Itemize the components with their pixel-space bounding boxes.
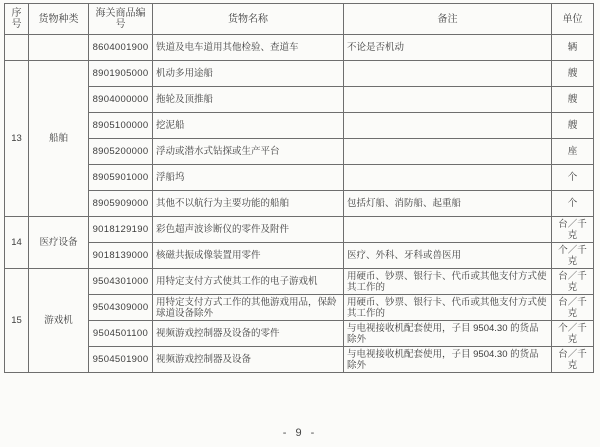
remark-cell: 医疗、外科、牙科或兽医用 [344,243,552,269]
category-cell: 医疗设备 [29,217,89,269]
unit-cell: 台／千克 [552,295,594,321]
name-cell: 视频游戏控制器及设备的零件 [153,321,344,347]
category-cell: 游戏机 [29,269,89,373]
table-row [5,87,594,113]
remark-cell [344,217,552,243]
code-cell: 8901905000 [89,61,153,87]
table-row [5,113,594,139]
remark-cell [344,165,552,191]
name-cell: 核磁共振成像装置用零件 [153,243,344,269]
code-cell: 8905100000 [89,113,153,139]
table-row [5,165,594,191]
table-row [5,191,594,217]
table-row [5,139,594,165]
header-goods-name: 货物名称 [153,4,344,35]
remark-cell: 不论是否机动 [344,35,552,61]
code-cell: 8604001900 [89,35,153,61]
unit-cell: 座 [552,139,594,165]
code-cell: 9018139000 [89,243,153,269]
serial-cell [5,35,29,61]
table-row [5,61,594,87]
table-row [5,243,594,269]
table-header-row [5,4,594,35]
remark-cell: 用硬币、钞票、银行卡、代币或其他支付方式使其工作的 [344,269,552,295]
name-cell: 浮动或潜水式钻探或生产平台 [153,139,344,165]
remark-cell [344,139,552,165]
remark-cell [344,87,552,113]
code-cell: 9504501100 [89,321,153,347]
remark-cell: 与电视接收机配套使用，子目 9504.30 的货品除外 [344,321,552,347]
code-cell: 8905909000 [89,191,153,217]
remark-cell: 与电视接收机配套使用，子目 9504.30 的货品除外 [344,347,552,373]
code-cell: 9504501900 [89,347,153,373]
category-cell [29,35,89,61]
name-cell: 其他不以航行为主要功能的船舶 [153,191,344,217]
name-cell: 浮船坞 [153,165,344,191]
name-cell: 用特定支付方式使其工作的电子游戏机 [153,269,344,295]
remark-cell: 用硬币、钞票、银行卡、代币或其他支付方式使其工作的 [344,295,552,321]
unit-cell: 个 [552,191,594,217]
name-cell: 用特定支付方式工作的其他游戏用品，保龄球道设备除外 [153,295,344,321]
remark-cell [344,61,552,87]
unit-cell: 个／千克 [552,321,594,347]
unit-cell: 艘 [552,61,594,87]
table-row [5,35,594,61]
remark-cell: 包括灯船、消防船、起重船 [344,191,552,217]
code-cell: 8905200000 [89,139,153,165]
goods-table [4,3,594,373]
code-cell: 8905901000 [89,165,153,191]
unit-cell: 艘 [552,113,594,139]
remark-cell [344,113,552,139]
header-category: 货物种类 [29,4,89,35]
header-remark: 备注 [344,4,552,35]
table-row [5,347,594,373]
name-cell: 彩色超声波诊断仪的零件及附件 [153,217,344,243]
table-row [5,217,594,243]
name-cell: 挖泥船 [153,113,344,139]
unit-cell: 台／千克 [552,217,594,243]
code-cell: 9504301000 [89,269,153,295]
unit-cell: 个／千克 [552,243,594,269]
category-cell: 船舶 [29,61,89,217]
header-hs-code: 海关商品编号 [89,4,153,35]
name-cell: 铁道及电车道用其他检验、查道车 [153,35,344,61]
unit-cell: 台／千克 [552,269,594,295]
header-serial: 序号 [5,4,29,35]
name-cell: 拖轮及顶推船 [153,87,344,113]
table-row [5,295,594,321]
serial-cell: 14 [5,217,29,269]
table-row [5,269,594,295]
code-cell: 9018129190 [89,217,153,243]
unit-cell: 艘 [552,87,594,113]
serial-cell: 13 [5,61,29,217]
unit-cell: 个 [552,165,594,191]
unit-cell: 台／千克 [552,347,594,373]
serial-cell: 15 [5,269,29,373]
name-cell: 视频游戏控制器及设备 [153,347,344,373]
code-cell: 9504309000 [89,295,153,321]
code-cell: 8904000000 [89,87,153,113]
table-row [5,321,594,347]
header-unit: 单位 [552,4,594,35]
unit-cell: 辆 [552,35,594,61]
name-cell: 机动多用途船 [153,61,344,87]
page-number: - 9 - [282,427,318,439]
